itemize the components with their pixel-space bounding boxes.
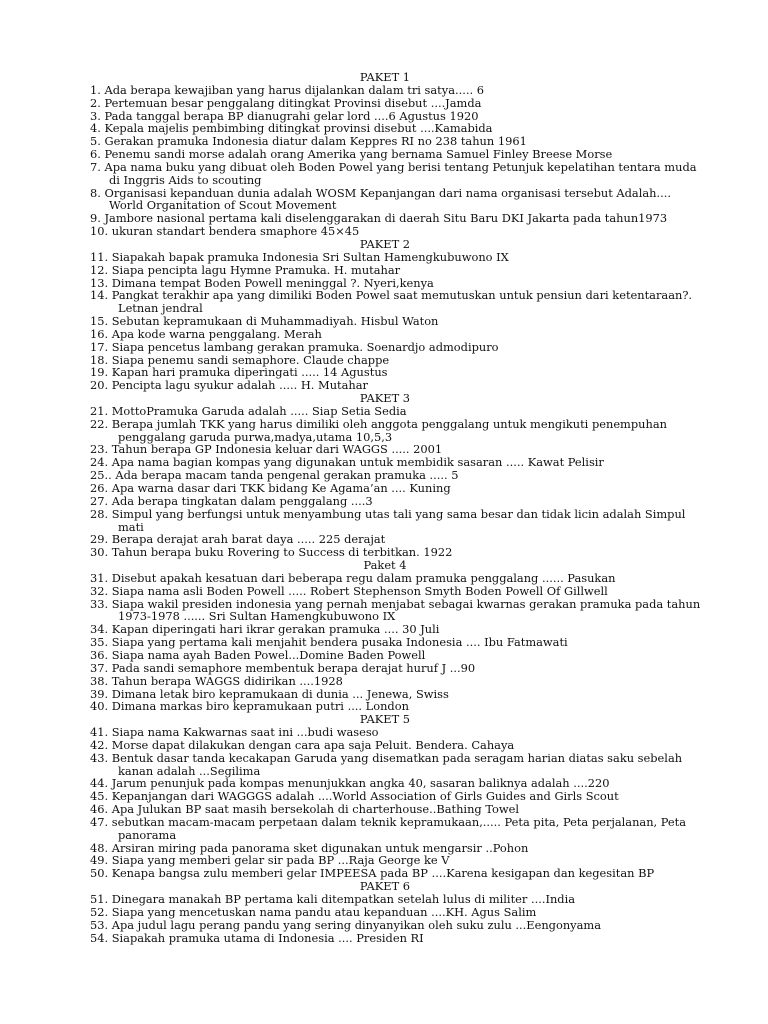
question-text: 13. Dimana tempat Boden Powell meninggal ?. Nyeri,kenya: [90, 275, 434, 290]
question-text: 33. Siapa wakil presiden indonesia yang pernah menjabat sebagai kwarnas gerakan pramuka pada tahun: [90, 596, 701, 611]
question-continuation: mati: [118, 519, 144, 534]
question-text: 12. Siapa pencipta lagu Hymne Pramuka. H. mutahar: [90, 262, 401, 277]
section-heading: PAKET 6: [359, 879, 411, 894]
question-text: 5. Gerakan pramuka Indonesia diatur dalam Keppres RI no 238 tahun 1961: [90, 134, 527, 149]
question-text: 8. Organisasi kepanduan dunia adalah WOSM Kepanjangan dari nama organisasi tersebut Adalah....: [90, 185, 671, 200]
question-text: 19. Kapan hari pramuka diperingati ..... 14 Agustus: [90, 365, 388, 380]
question-text: 9. Jambore nasional pertama kali diselenggarakan di daerah Situ Baru DKI Jakarta pada tahun1973: [90, 211, 668, 226]
question-text: 35. Siapa yang pertama kali menjahit bendera pusaka Indonesia .... Ibu Fatmawati: [90, 635, 568, 650]
question-text: 36. Siapa nama ayah Baden Powel...Domine Baden Powell: [90, 647, 426, 662]
question-text: 23. Tahun berapa GP Indonesia keluar dari WAGGS ..... 2001: [90, 442, 443, 457]
question-text: 30. Tahun berapa buku Rovering to Success di terbitkan. 1922: [90, 545, 453, 560]
question-text: 1. Ada berapa kewajiban yang harus dijalankan dalam tri satya..... 6: [90, 82, 484, 97]
question-text: 46. Apa Julukan BP saat masih bersekolah di charterhouse..Bathing Towel: [90, 802, 520, 817]
question-text: 6. Penemu sandi morse adalah orang Amerika yang bernama Samuel Finley Breese Morse: [90, 147, 613, 162]
question-text: 50. Kenapa bangsa zulu memberi gelar IMPEESA pada BP ....Karena kesigapan dan kegesitan BP: [90, 866, 655, 881]
document-body: [90, 70, 701, 945]
question-continuation: di Inggris Aids to scouting: [109, 172, 262, 187]
question-text: 39. Dimana letak biro kepramukaan di dunia ... Jenewa, Swiss: [90, 686, 449, 701]
question-text: 47. sebutkan macam-macam perpetaan dalam teknik kepramukaan,..... Peta pita, Peta perjalanan, Peta: [90, 814, 687, 829]
question-text: 7. Apa nama buku yang dibuat oleh Boden Powel yang berisi tentang Petunjuk kepelatihan tentara muda: [90, 159, 697, 174]
question-text: 48. Arsiran miring pada panorama sket digunakan untuk mengarsir ..Pohon: [90, 840, 529, 855]
question-item: [90, 750, 683, 778]
question-text: 29. Berapa derajat arah barat daya ..... 225 derajat: [90, 532, 386, 547]
question-text: 26. Apa warna dasar dari TKK bidang Ke Agama’an .... Kuning: [90, 481, 451, 495]
question-text: 20. Pencipta lagu syukur adalah ..... H. Mutahar: [90, 378, 368, 393]
question-text: 52. Siapa yang mencetuskan nama pandu atau kepanduan ....KH. Agus Salim: [90, 904, 537, 919]
section-heading: PAKET 2: [359, 236, 411, 251]
question-item: [90, 288, 693, 316]
question-text: 14. Pangkat terakhir apa yang dimiliki Boden Powel saat memutuskan untuk pensiun dari ketentaraan?.: [90, 288, 693, 303]
question-text: 11. Siapakah bapak pramuka Indonesia Sri Sultan Hamengkubuwono IX: [90, 249, 509, 264]
question-text: 15. Sebutan kepramukaan di Muhammadiyah. Hisbul Waton: [90, 314, 439, 329]
question-text: 28. Simpul yang berfungsi untuk menyambung utas tali yang sama besar dan tidak licin adalah Simpul: [90, 506, 686, 521]
question-text: 24. Apa nama bagian kompas yang digunakan untuk membidik sasaran ..... Kawat Pelisir: [90, 455, 604, 470]
question-text: 32. Siapa nama asli Boden Powell ..... Robert Stephenson Smyth Boden Powell Of Gillwell: [90, 583, 608, 598]
question-text: 21. MottoPramuka Garuda adalah ..... Siap Setia Sedia: [90, 403, 407, 418]
question-item: [90, 506, 686, 534]
question-item: [90, 159, 697, 187]
question-text: 44. Jarum penunjuk pada kompas menunjukkan angka 40, sasaran baliknya adalah ....220: [90, 776, 610, 791]
question-continuation: kanan adalah ...Segilima: [118, 763, 261, 778]
question-item: [90, 932, 680, 945]
section-heading: PAKET 3: [359, 391, 411, 406]
question-text: 4. Kepala majelis pembimbing ditingkat provinsi disebut ....Kamabida: [90, 121, 493, 136]
question-text: 31. Disebut apakah kesatuan dari beberapa regu dalam pramuka penggalang ...... Pasukan: [90, 570, 616, 585]
question-continuation: World Organitation of Scout Movement: [109, 198, 337, 213]
question-text: 40. Dimana markas biro kepramukaan putri .... London: [90, 699, 409, 714]
question-text: 53. Apa judul lagu perang pandu yang sering dinyanyikan oleh suku zulu ...Eengonyama: [90, 917, 601, 932]
section-heading: PAKET 5: [359, 712, 411, 727]
section-heading: Paket 4: [363, 558, 407, 573]
question-text: 43. Bentuk dasar tanda kecakapan Garuda yang disematkan pada seragam harian diatas saku sebelah: [90, 750, 683, 765]
question-text: 45. Kepanjangan dari WAGGGS adalah ....World Association of Girls Guides and Girls Scout: [90, 789, 619, 804]
section-heading: PAKET 1: [359, 70, 411, 84]
question-text: 54. Siapakah pramuka utama di Indonesia .... Presiden RI: [90, 930, 424, 945]
question-continuation: Letnan jendral: [118, 301, 203, 316]
question-item: [90, 596, 701, 624]
question-continuation: panorama: [118, 827, 177, 842]
question-text: 42. Morse dapat dilakukan dengan cara apa saja Peluit. Bendera. Cahaya: [90, 737, 515, 752]
question-text: 37. Pada sandi semaphore membentuk berapa derajat huruf J ...90: [90, 660, 476, 675]
question-continuation: penggalang garuda purwa,madya,utama 10,5,3: [118, 429, 393, 444]
question-text: 22. Berapa jumlah TKK yang harus dimiliki oleh anggota penggalang untuk mengikuti penempuhan: [90, 416, 667, 431]
question-text: 41. Siapa nama Kakwarnas saat ini ...budi waseso: [90, 725, 379, 740]
question-text: 17. Siapa pencetus lambang gerakan pramuka. Soenardjo admodipuro: [90, 339, 499, 354]
question-continuation: 1973-1978 ...... Sri Sultan Hamengkubuwono IX: [118, 609, 396, 624]
question-item: [90, 187, 680, 213]
question-item: [90, 814, 687, 842]
question-text: 25.. Ada berapa macam tanda pengenal gerakan pramuka ..... 5: [90, 468, 459, 483]
question-text: 51. Dinegara manakah BP pertama kali ditempatkan setelah lulus di militer ....India: [90, 892, 576, 906]
question-item: [90, 418, 680, 444]
question-text: 2. Pertemuan besar penggalang ditingkat Provinsi disebut ....Jamda: [90, 95, 482, 110]
question-text: 16. Apa kode warna penggalang. Merah: [90, 326, 322, 341]
question-text: 34. Kapan diperingati hari ikrar gerakan pramuka .... 30 Juli: [90, 622, 440, 637]
question-text: 38. Tahun berapa WAGGS didirikan ....1928: [90, 673, 343, 688]
question-text: 49. Siapa yang memberi gelar sir pada BP ...Raja George ke V: [90, 853, 450, 868]
question-text: 10. ukuran standart bendera smaphore 45×45: [90, 224, 360, 239]
question-text: 27. Ada berapa tingkatan dalam penggalang ....3: [90, 493, 373, 508]
question-text: 3. Pada tanggal berapa BP dianugrahi gelar lord ....6 Agustus 1920: [90, 108, 479, 123]
question-text: 18. Siapa penemu sandi semaphore. Claude chappe: [90, 352, 390, 367]
